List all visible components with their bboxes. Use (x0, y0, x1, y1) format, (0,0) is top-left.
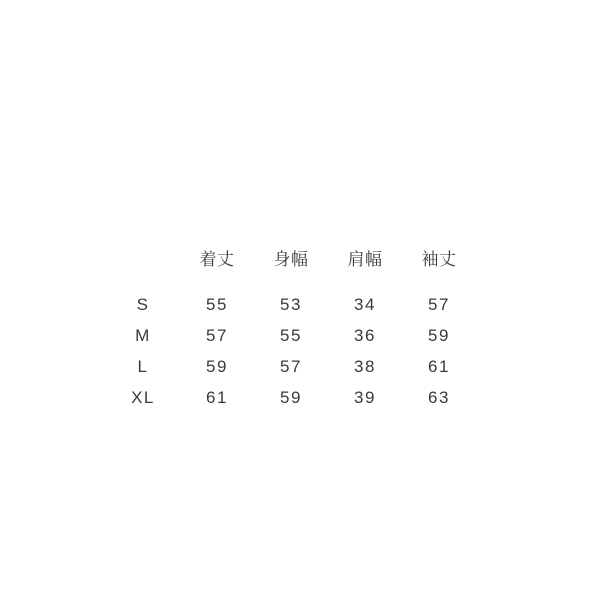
row-label-l: L (137, 357, 149, 376)
table-row (106, 320, 476, 351)
table-cell: 39 (354, 388, 376, 407)
header-row (106, 244, 476, 274)
table-cell: 59 (280, 388, 302, 407)
table-row (106, 351, 476, 382)
table-cell: 36 (354, 326, 376, 345)
table-cell: 59 (428, 326, 450, 345)
table-cell: 57 (206, 326, 228, 345)
row-label-m: M (135, 326, 151, 345)
row-label-s: S (136, 295, 150, 314)
size-chart-table (106, 244, 476, 413)
table-cell: 55 (206, 295, 228, 314)
table-cell: 63 (428, 388, 450, 407)
table-cell: 61 (206, 388, 228, 407)
table-cell: 57 (280, 357, 302, 376)
table-row (106, 289, 476, 320)
table-cell: 34 (354, 295, 376, 314)
table-row (106, 382, 476, 413)
table-cell: 53 (280, 295, 302, 314)
table-cell: 57 (428, 295, 450, 314)
table-cell: 55 (280, 326, 302, 345)
column-header-body-width: 身幅 (273, 249, 309, 269)
column-header-sleeve-length: 袖丈 (421, 249, 457, 269)
row-label-xl: XL (131, 388, 155, 407)
column-header-shoulder-width: 肩幅 (347, 249, 383, 269)
table-cell: 59 (206, 357, 228, 376)
table-cell: 38 (354, 357, 376, 376)
table-cell: 61 (428, 357, 450, 376)
column-header-length: 着丈 (199, 249, 235, 269)
